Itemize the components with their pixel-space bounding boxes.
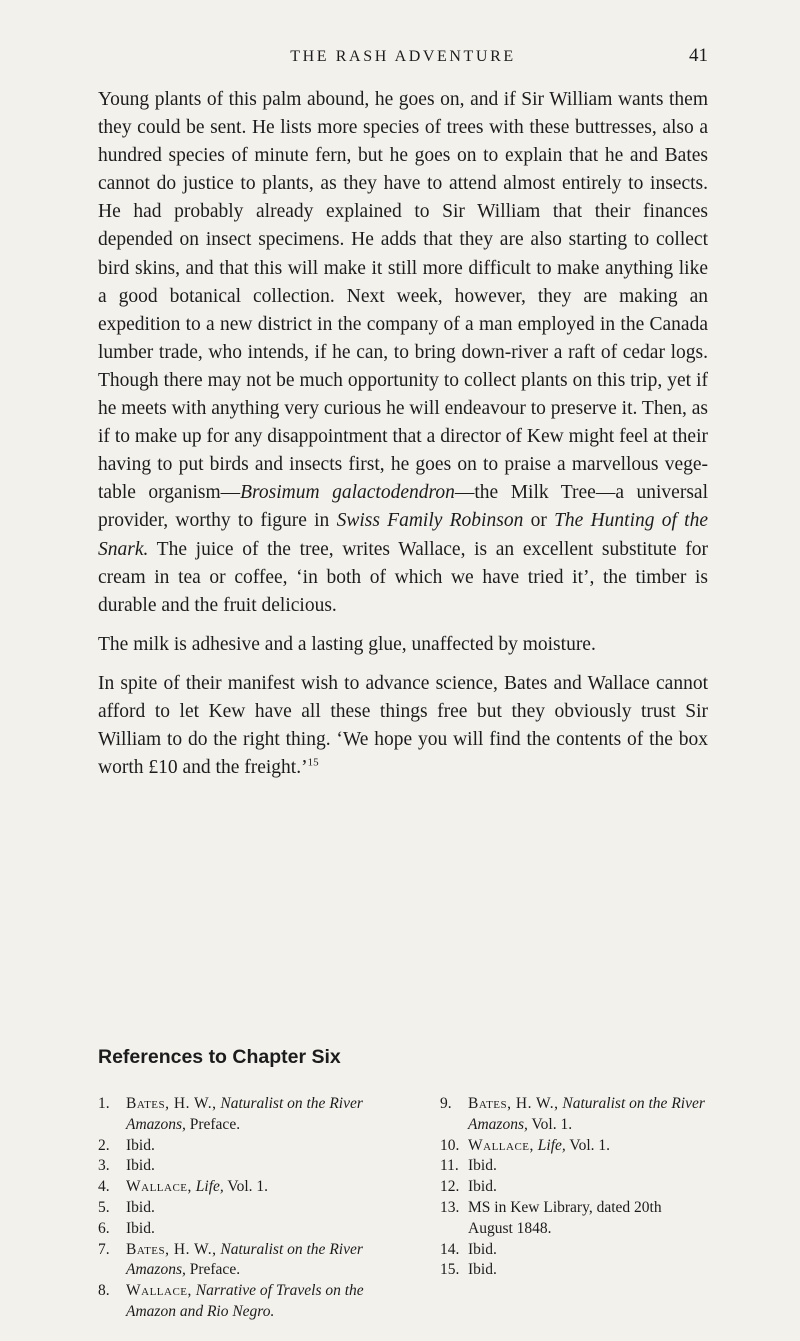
reference-number: 7. <box>98 1240 110 1258</box>
reference-detail: Vol. 1. <box>569 1136 611 1154</box>
page-header <box>98 45 708 72</box>
paragraph-1-text-a: Young plants of this palm abound, he goes on, and if Sir William wants them they could be sent. He lists more species of trees with these buttresses, also a hundred species of minute fern, but he goes on to explain that he and Bates cannot do justice to plants, as they have to attend almost entirely to insects. He had probably already explained to Sir William that their finances depended on insect specimens. He adds that they are also starting to collect bird skins, and that this will make it still more difficult to make anything like a good botanical collection. Next week, however, they are making an expedition to a new district in the company of a man employed in the Canada lumber trade, who intends, if he can, to bring down-river a raft of cedar logs. Though there may not be much opportunity to collect plants on this trip, yet if he meets with anything very curious he will endeavour to preserve it. Then, as if to make up for any disappointment that a director of Kew might feel at their having to put birds and insects first, he goes on to praise a marvellous vege-table organism— <box>98 89 708 504</box>
reference-detail: Preface. <box>189 1115 241 1133</box>
reference-title: Naturalist on the River Amazons, <box>126 1240 363 1279</box>
reference-number: 9. <box>440 1095 452 1112</box>
reference-number: 5. <box>98 1198 110 1216</box>
reference-text: Ibid. <box>126 1157 155 1175</box>
paragraph-1 <box>98 86 708 620</box>
reference-item <box>440 1136 708 1157</box>
reference-title: Life, <box>195 1178 224 1196</box>
reference-author: Bates, H. W., <box>126 1240 217 1258</box>
reference-text: Ibid. <box>468 1240 497 1258</box>
references-column-left <box>98 1094 366 1323</box>
reference-number: 12. <box>440 1178 460 1196</box>
paragraph-1-text-c: or <box>523 510 555 532</box>
running-title: THE RASH ADVENTURE <box>290 48 516 65</box>
reference-item <box>440 1156 708 1177</box>
reference-detail: Preface. <box>189 1261 241 1279</box>
reference-detail: Vol. 1. <box>227 1178 269 1196</box>
reference-detail: Vol. 1. <box>531 1115 573 1133</box>
reference-item <box>98 1094 366 1136</box>
reference-text: Ibid. <box>468 1157 497 1175</box>
reference-text: MS in Kew Library, dated 20th August 1848. <box>468 1198 662 1237</box>
reference-author: Bates, H. W., <box>468 1095 559 1112</box>
reference-text: Ibid. <box>468 1261 497 1279</box>
reference-item <box>98 1177 366 1198</box>
paragraph-2: The milk is adhesive and a lasting glue, unaffected by moisture. <box>98 633 596 655</box>
reference-number: 13. <box>440 1198 460 1216</box>
reference-text: Ibid. <box>468 1178 497 1196</box>
reference-item <box>440 1094 708 1136</box>
reference-item <box>98 1136 366 1157</box>
reference-text: Ibid. <box>126 1198 155 1216</box>
paragraph-3 <box>98 670 708 782</box>
reference-number: 3. <box>98 1157 110 1175</box>
reference-item <box>98 1198 366 1219</box>
reference-number: 10. <box>440 1136 460 1154</box>
reference-title: Naturalist on the River Amazons, <box>126 1095 363 1133</box>
reference-number: 11. <box>440 1157 459 1175</box>
reference-item <box>440 1240 708 1261</box>
reference-number: 8. <box>98 1282 110 1300</box>
body-text <box>98 86 708 793</box>
reference-item <box>98 1219 366 1240</box>
references-heading: References to Chapter Six <box>98 1046 341 1068</box>
reference-item <box>98 1281 366 1323</box>
reference-title: Life, <box>537 1136 566 1154</box>
species-name: Brosimum galactodendron <box>240 482 455 504</box>
reference-number: 14. <box>440 1240 460 1258</box>
footnote-marker: 15 <box>307 756 319 769</box>
reference-author: Wallace, <box>126 1178 192 1196</box>
reference-text: Ibid. <box>126 1219 155 1237</box>
reference-text: Ibid. <box>126 1136 155 1154</box>
reference-number: 15. <box>440 1261 460 1279</box>
reference-title: Naturalist on the River Amazons, <box>468 1095 705 1133</box>
reference-number: 1. <box>98 1095 110 1112</box>
reference-item <box>98 1156 366 1177</box>
reference-item <box>440 1177 708 1198</box>
reference-title: Narrative of Travels on the Amazon and Rio Negro. <box>126 1282 364 1320</box>
reference-item <box>98 1240 366 1282</box>
reference-author: Wallace, <box>126 1282 192 1300</box>
book-title-hunting-of-the-snark: The Hunting of the Snark. <box>98 510 708 560</box>
reference-number: 2. <box>98 1136 110 1154</box>
reference-number: 6. <box>98 1219 110 1237</box>
reference-item <box>440 1260 708 1281</box>
reference-number: 4. <box>98 1178 110 1196</box>
paragraph-1-text-b: —the Milk Tree—a universal provider, worthy to figure in <box>98 482 708 532</box>
reference-author: Wallace, <box>468 1136 534 1154</box>
paragraph-3-text: In spite of their manifest wish to advance science, Bates and Wallace cannot afford to let Kew have all these things free but they obviously trust Sir William to do the right thing. ‘We hope you will find the contents of the box worth £10 and the freight.’ <box>98 672 708 779</box>
book-title-swiss-family-robinson: Swiss Family Robinson <box>336 510 524 532</box>
reference-item <box>440 1198 708 1240</box>
references-column-right <box>440 1094 708 1281</box>
page-number: 41 <box>689 45 708 66</box>
reference-author: Bates, H. W., <box>126 1095 217 1112</box>
paragraph-1-text-d: The juice of the tree, writes Wallace, is an excellent substitute for cream in tea or coffee, ‘in both of which we have tried it’, the timber is durable and the fruit delicious. <box>98 538 708 616</box>
